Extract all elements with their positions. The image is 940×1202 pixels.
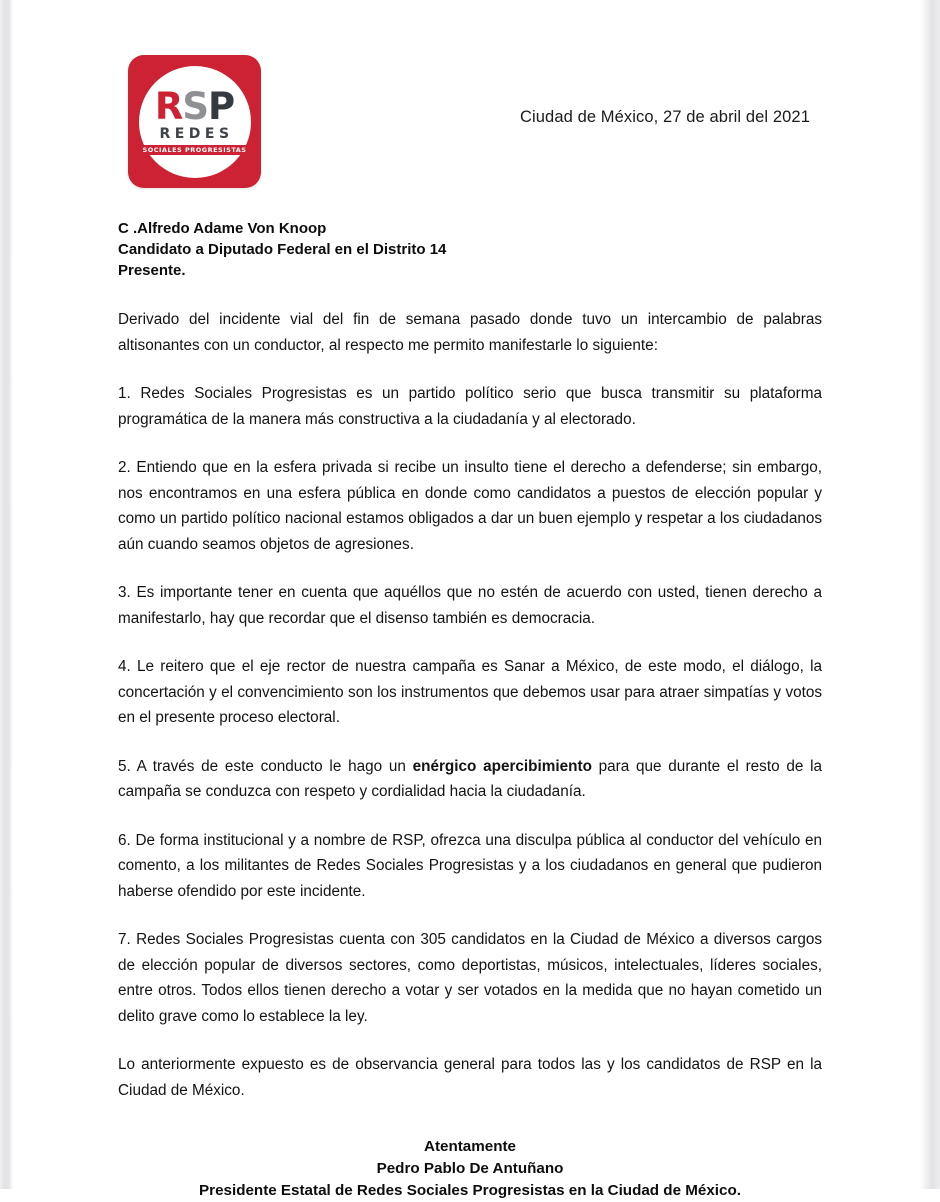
logo-tagline: SOCIALES PROGRESISTAS	[139, 145, 251, 155]
signature-salutation: Atentamente	[424, 1138, 516, 1155]
rsp-logo	[128, 55, 261, 188]
paragraph-item-5	[118, 754, 822, 805]
dateline: Ciudad de México, 27 de abril del 2021	[520, 108, 810, 126]
addressee-block	[118, 218, 822, 281]
signature-block	[118, 1136, 822, 1202]
letter-body	[118, 218, 822, 1202]
paragraph-item-2: 2. Entiendo que en la esfera privada si recibe un insulto tiene el derecho a defenderse; sin embargo, nos encontramos en una esfera pública en donde como candidatos a puestos de elección popular y como un partido político nacional estamos obligados a dar un buen ejemplo y respetar a los ciudadanos aún cuando seamos objetos de agresiones.	[118, 459, 822, 553]
paragraph-item-6: 6. De forma institucional y a nombre de RSP, ofrezca una disculpa pública al conductor del vehículo en comento, a los militantes de Redes Sociales Progresistas y a los ciudadanos en general que pudieron haberse ofendido por este incidente.	[118, 831, 822, 900]
paragraph-item-5-emphasis: enérgico apercibimiento	[412, 757, 592, 775]
paragraph-closing: Lo anteriormente expuesto es de observancia general para todos las y los candidatos de RSP en la Ciudad de México.	[118, 1056, 822, 1099]
paragraph-item-4: 4. Le reitero que el eje rector de nuestra campaña es Sanar a México, de este modo, el diálogo, la concertación y el convencimiento son los instrumentos que debemos usar para atraer simpatías y votos en el presente proceso electoral.	[118, 658, 822, 726]
paragraph-item-5-lead: 5. A través de este conducto le hago un	[118, 757, 413, 775]
logo-initials	[154, 85, 235, 128]
addressee-name: C .Alfredo Adame Von Knoop	[118, 220, 327, 237]
addressee-present: Presente.	[118, 262, 186, 279]
logo-letter-r: R	[154, 85, 183, 128]
paragraph-intro: Derivado del incidente vial del fin de semana pasado donde tuvo un intercambio de palabras altisonantes con un conductor, al respecto me permito manifestarle lo siguiente:	[118, 311, 822, 354]
signature-title: Presidente Estatal de Redes Sociales Progresistas en la Ciudad de México.	[199, 1182, 741, 1199]
paragraph-item-3: 3. Es importante tener en cuenta que aquéllos que no estén de acuerdo con usted, tienen derecho a manifestarlo, hay que recordar que el disenso también es democracia.	[118, 584, 822, 627]
logo-name: REDES	[159, 126, 234, 142]
letterhead	[0, 0, 940, 205]
paragraph-item-1: 1. Redes Sociales Progresistas es un partido político serio que busca transmitir su plataforma programática de la manera más constructiva a la ciudadanía y al electorado.	[118, 385, 822, 428]
signature-name: Pedro Pablo De Antuñano	[376, 1160, 564, 1177]
logo-letter-s: S	[182, 85, 209, 128]
paragraph-item-7: 7. Redes Sociales Progresistas cuenta con 305 candidatos en la Ciudad de México a diversos cargos de elección popular de diversos sectores, como deportistas, músicos, intelectuales, líderes sociales, entre otros. Todos ellos tienen derecho a votar y ser votados en la medida que no hayan cometido un delito grave como lo establece la ley.	[118, 931, 822, 1025]
addressee-role: Candidato a Diputado Federal en el Distrito 14	[118, 241, 447, 258]
logo-letter-p: P	[208, 85, 235, 128]
paragraph-item-5-tail: para que durante el resto de la campaña se conduzca con respeto y cordialidad hacia la ciudadanía.	[118, 757, 822, 800]
